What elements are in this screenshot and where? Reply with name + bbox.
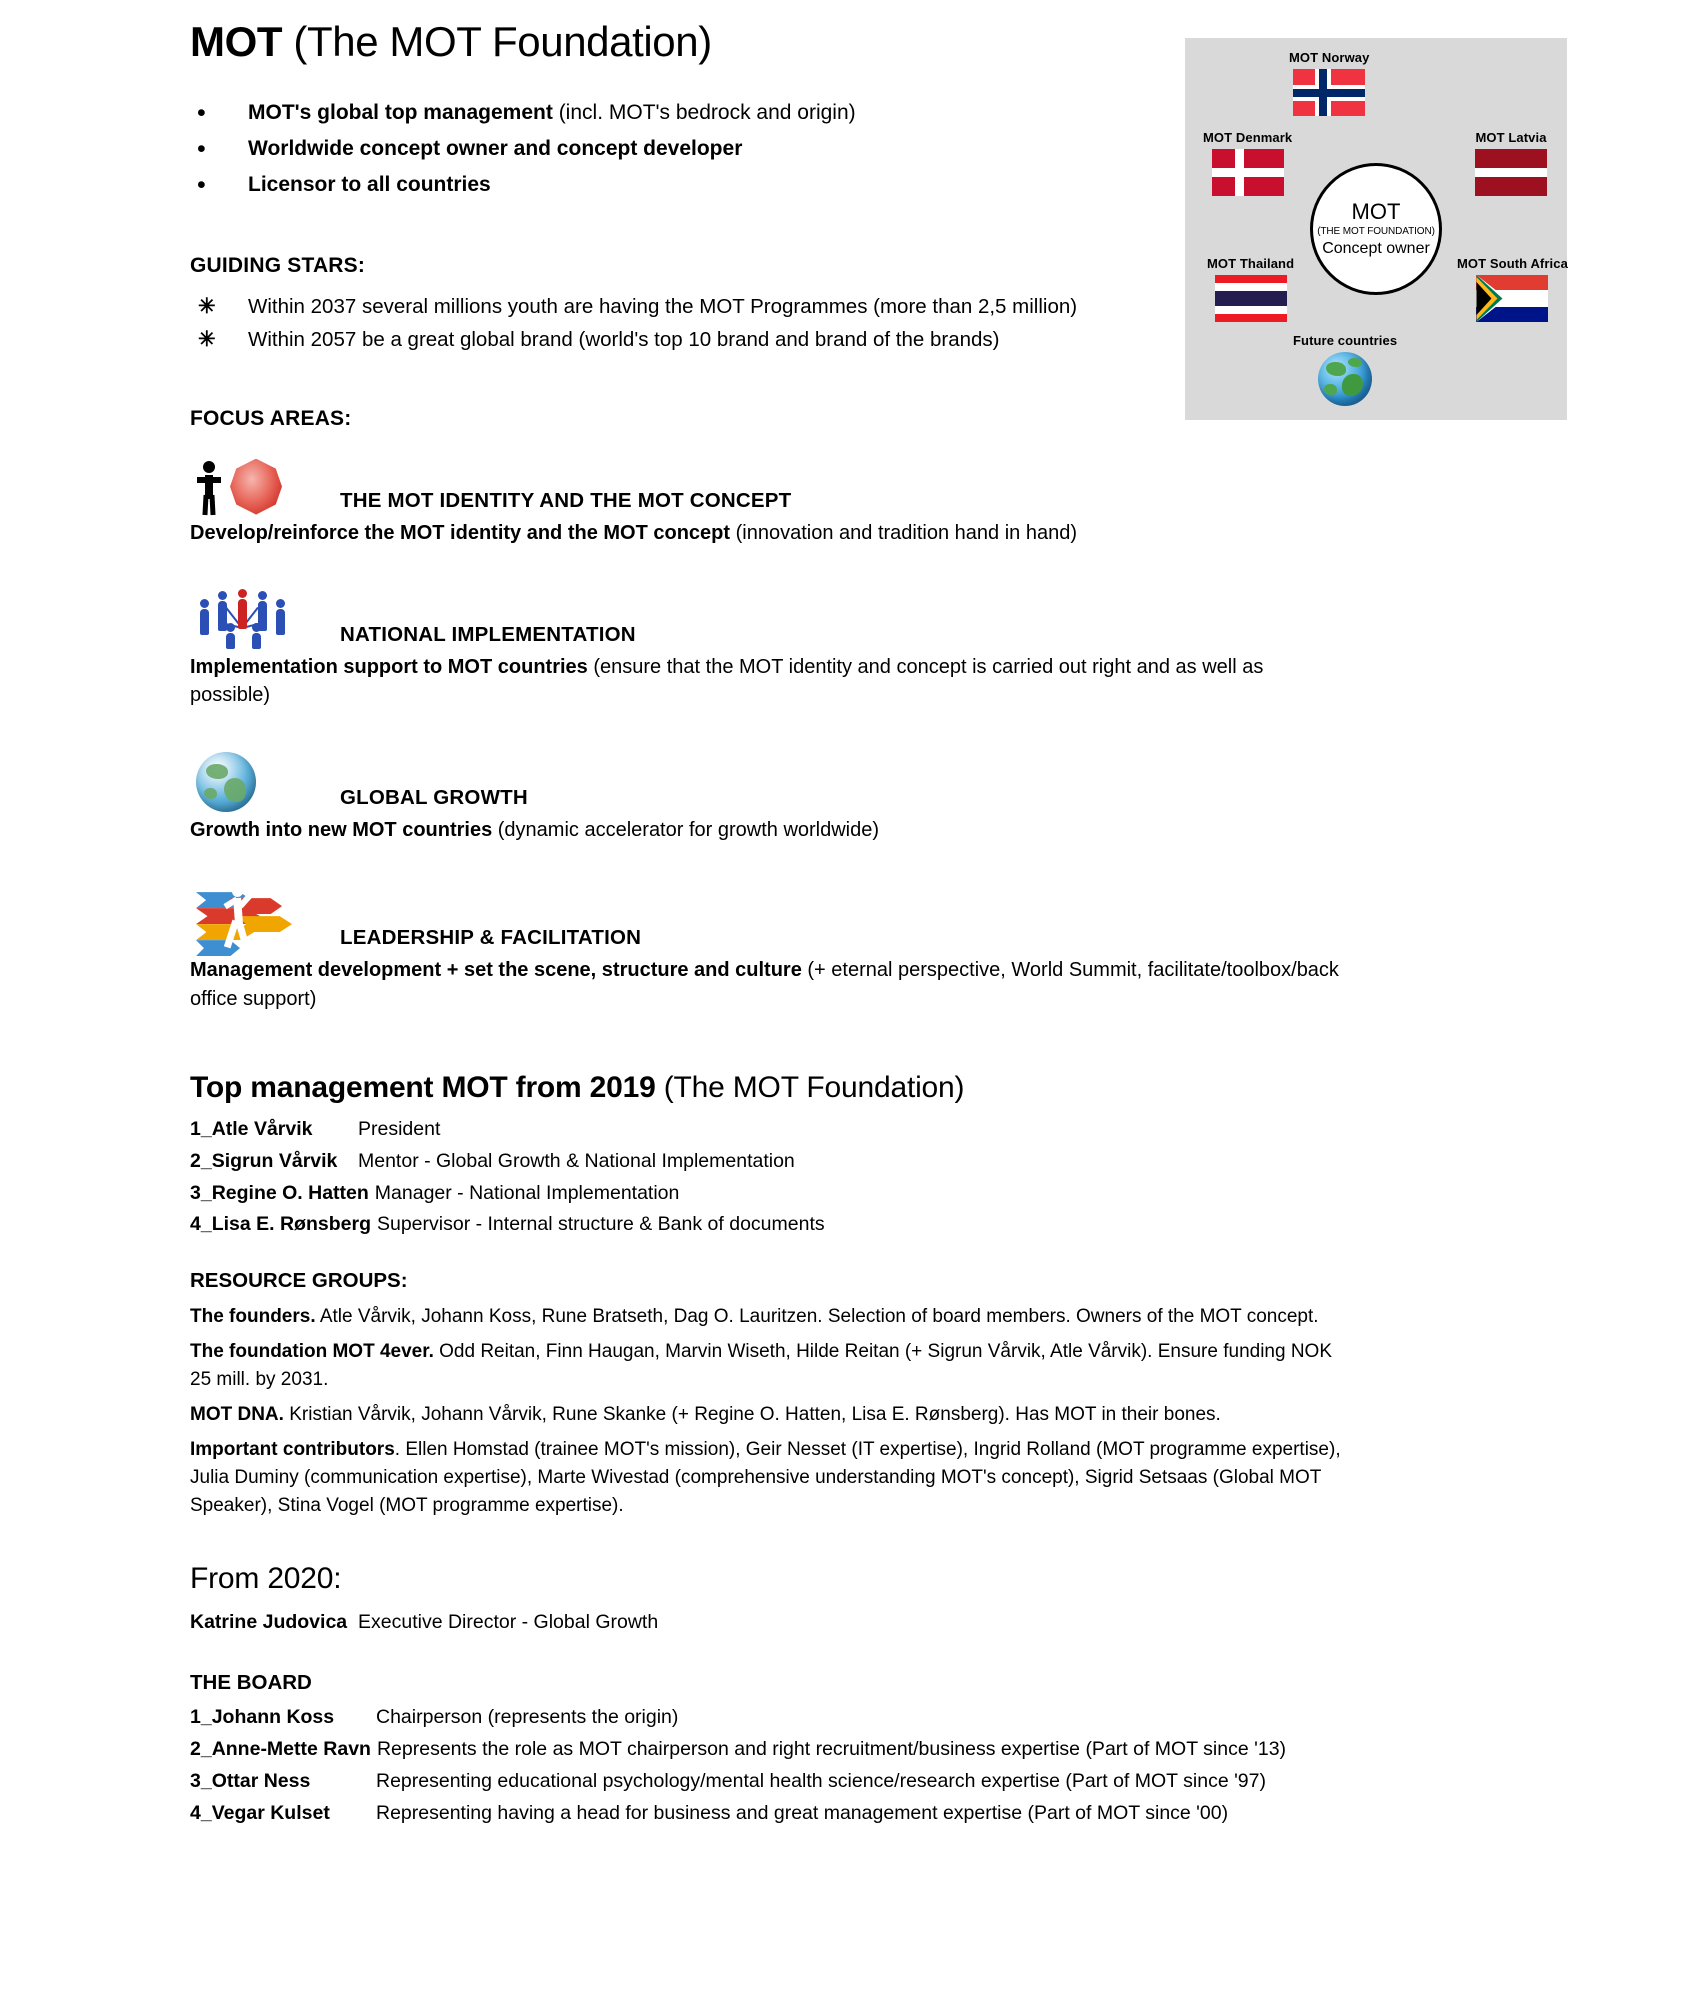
node-label-norway: MOT Norway <box>1289 50 1370 65</box>
focus-desc-rest: (+ eternal perspective, World Summit, facilitate/toolbox/back office support) <box>190 959 1339 1010</box>
top-management-list <box>190 1115 1490 1239</box>
people-network-icon <box>190 587 340 649</box>
page-title <box>190 0 1490 66</box>
main-content <box>190 0 1490 1832</box>
focus-area-description <box>190 519 1340 547</box>
focus-desc-rest: (dynamic accelerator for growth worldwide) <box>492 818 880 841</box>
guiding-stars-heading: GUIDING STARS: <box>190 254 366 278</box>
person-name: 2_Sigrun Vårvik <box>190 1149 338 1172</box>
board-member-name: 2_Anne-Mette Ravn <box>190 1737 371 1760</box>
focus-desc-bold: Implementation support to MOT countries <box>190 655 588 678</box>
person-name: 3_Regine O. Hatten <box>190 1181 369 1204</box>
board-list <box>190 1703 1490 1829</box>
star-icon: ✳ <box>198 328 216 352</box>
person-role: President <box>358 1117 441 1140</box>
focus-desc-bold: Management development + set the scene, structure and culture <box>190 959 802 982</box>
person-role: Executive Director - Global Growth <box>358 1610 659 1633</box>
board-member-name: 4_Vegar Kulset <box>190 1802 330 1825</box>
focus-area-title: LEADERSHIP & FACILITATION <box>340 926 642 950</box>
focus-area-leadership <box>190 884 1490 1013</box>
board-member-role: Represents the role as MOT chairperson and right recruitment/business expertise (Part of MOT since '13) <box>376 1737 1287 1760</box>
node-label-latvia: MOT Latvia <box>1475 130 1547 145</box>
resource-group-item <box>190 1401 1355 1429</box>
person-role: Manager - National Implementation <box>374 1181 680 1204</box>
node-label-south-africa: MOT South Africa <box>1457 256 1568 271</box>
circle-line-foundation: (THE MOT FOUNDATION) <box>1317 226 1435 237</box>
guiding-star-text: Within 2037 several millions youth are having the MOT Programmes (more than 2,5 million) <box>248 295 1078 319</box>
resource-group-name: The founders. <box>190 1306 316 1328</box>
board-member-name: 1_Johann Koss <box>190 1705 335 1728</box>
node-label-denmark: MOT Denmark <box>1203 130 1293 145</box>
person-name: 4_Lisa E. Rønsberg <box>190 1213 371 1236</box>
focus-desc-rest: (innovation and tradition hand in hand) <box>730 521 1077 544</box>
person-and-gem-icon <box>190 459 340 515</box>
resource-group-item <box>190 1436 1355 1520</box>
resource-group-detail: Kristian Vårvik, Johann Vårvik, Rune Skanke (+ Regine O. Hatten, Lisa E. Rønsberg). Has MOT in their bones. <box>283 1404 1221 1426</box>
focus-area-title: THE MOT IDENTITY AND THE MOT CONCEPT <box>340 488 792 512</box>
focus-area-national-implementation <box>190 587 1490 710</box>
resource-group-item <box>190 1303 1355 1331</box>
focus-area-title: GLOBAL GROWTH <box>340 785 528 809</box>
list-item <box>190 292 1128 321</box>
list-item <box>190 1147 1490 1176</box>
list-item <box>190 1608 1490 1637</box>
bullet-bold: Licensor to all countries <box>248 173 491 197</box>
node-label-thailand: MOT Thailand <box>1207 256 1295 271</box>
top-management-title-rest: (The MOT Foundation) <box>655 1070 965 1104</box>
list-item <box>190 1767 1490 1796</box>
bullet-rest: (incl. MOT's bedrock and origin) <box>552 101 856 125</box>
list-item <box>190 1703 1490 1732</box>
top-management-title-bold: Top management MOT from 2019 <box>190 1070 656 1104</box>
board-member-role: Chairperson (represents the origin) <box>376 1705 679 1728</box>
focus-desc-rest: (ensure that the MOT identity and concept is carried out right and as well as possible) <box>190 655 1264 707</box>
from-2020-list <box>190 1608 1490 1637</box>
board-heading: THE BOARD <box>190 1670 312 1694</box>
list-item <box>190 1210 1490 1239</box>
bullet-bold: Worldwide concept owner and concept developer <box>248 137 743 161</box>
focus-desc-bold: Growth into new MOT countries <box>190 818 493 841</box>
page-title-bold: MOT <box>190 18 283 65</box>
node-label-future-countries: Future countries <box>1293 333 1398 348</box>
top-management-title <box>190 1071 1490 1105</box>
resource-group-detail: . Ellen Homstad (trainee MOT's mission), Geir Nesset (IT expertise), Ingrid Rolland (MOT programme expertise), Julia Duminy (communication expertise), Marte Wivestad (comprehensive understanding MOT's concept), Sigrid Setsaas (Global MOT Speaker), Stina Vogel (MOT programme expertise). <box>190 1439 1341 1516</box>
resource-group-name: The foundation MOT 4ever. <box>190 1341 434 1363</box>
list-item <box>190 132 1490 166</box>
walking-person-icon <box>222 884 256 950</box>
person-icon <box>196 461 222 515</box>
resource-group-name: MOT DNA. <box>190 1404 284 1426</box>
list-item <box>190 325 1128 354</box>
globe-icon <box>190 752 340 812</box>
focus-areas-heading: FOCUS AREAS: <box>190 406 352 430</box>
list-item <box>190 96 1490 130</box>
circle-line-mot: MOT <box>1351 198 1401 224</box>
resource-group-item <box>190 1338 1355 1394</box>
list-item <box>190 1735 1490 1764</box>
from-2020-title: From 2020: <box>190 1561 342 1595</box>
resource-group-detail: Atle Vårvik, Johann Koss, Rune Bratseth, Dag O. Lauritzen. Selection of board members. Owners of the MOT concept. <box>315 1306 1319 1328</box>
person-name: Katrine Judovica <box>190 1610 348 1633</box>
resource-group-name: Important contributors <box>190 1439 395 1461</box>
list-item <box>190 1115 1490 1144</box>
focus-area-description <box>190 816 1340 844</box>
gem-icon <box>230 459 282 515</box>
guiding-star-text: Within 2057 be a great global brand (world's top 10 brand and brand of the brands) <box>248 328 1000 352</box>
focus-area-identity <box>190 453 1490 547</box>
resource-groups-heading: RESOURCE GROUPS: <box>190 1269 408 1293</box>
list-item <box>190 168 1490 202</box>
focus-desc-bold: Develop/reinforce the MOT identity and the MOT concept <box>190 521 731 544</box>
focus-area-title: NATIONAL IMPLEMENTATION <box>340 622 636 646</box>
resource-group-detail: Odd Reitan, Finn Haugan, Marvin Wiseth, Hilde Reitan (+ Sigrun Vårvik, Atle Vårvik). Ensure funding NOK 25 mill. by 2031. <box>190 1341 1333 1391</box>
circle-line-concept-owner: Concept owner <box>1322 240 1430 257</box>
list-item <box>190 1799 1490 1828</box>
person-name: 1_Atle Vårvik <box>190 1117 313 1140</box>
focus-area-description <box>190 956 1340 1013</box>
board-member-role: Representing educational psychology/mental health science/research expertise (Part of MOT since '97) <box>376 1770 1266 1793</box>
arrows-walker-icon <box>190 884 340 952</box>
board-member-name: 3_Ottar Ness <box>190 1770 311 1793</box>
star-icon: ✳ <box>198 295 216 319</box>
list-item <box>190 1179 1490 1208</box>
focus-area-global-growth <box>190 750 1490 844</box>
guiding-stars-list <box>190 292 1490 354</box>
person-role: Supervisor - Internal structure & Bank of documents <box>376 1213 825 1236</box>
intro-bullet-list <box>190 96 1490 202</box>
focus-area-description <box>190 653 1340 710</box>
bullet-bold: MOT's global top management <box>248 101 553 125</box>
person-role: Mentor - Global Growth & National Implementation <box>358 1149 795 1172</box>
page-title-rest: (The MOT Foundation) <box>282 18 712 65</box>
board-member-role: Representing having a head for business and great management expertise (Part of MOT since '00) <box>376 1802 1229 1825</box>
